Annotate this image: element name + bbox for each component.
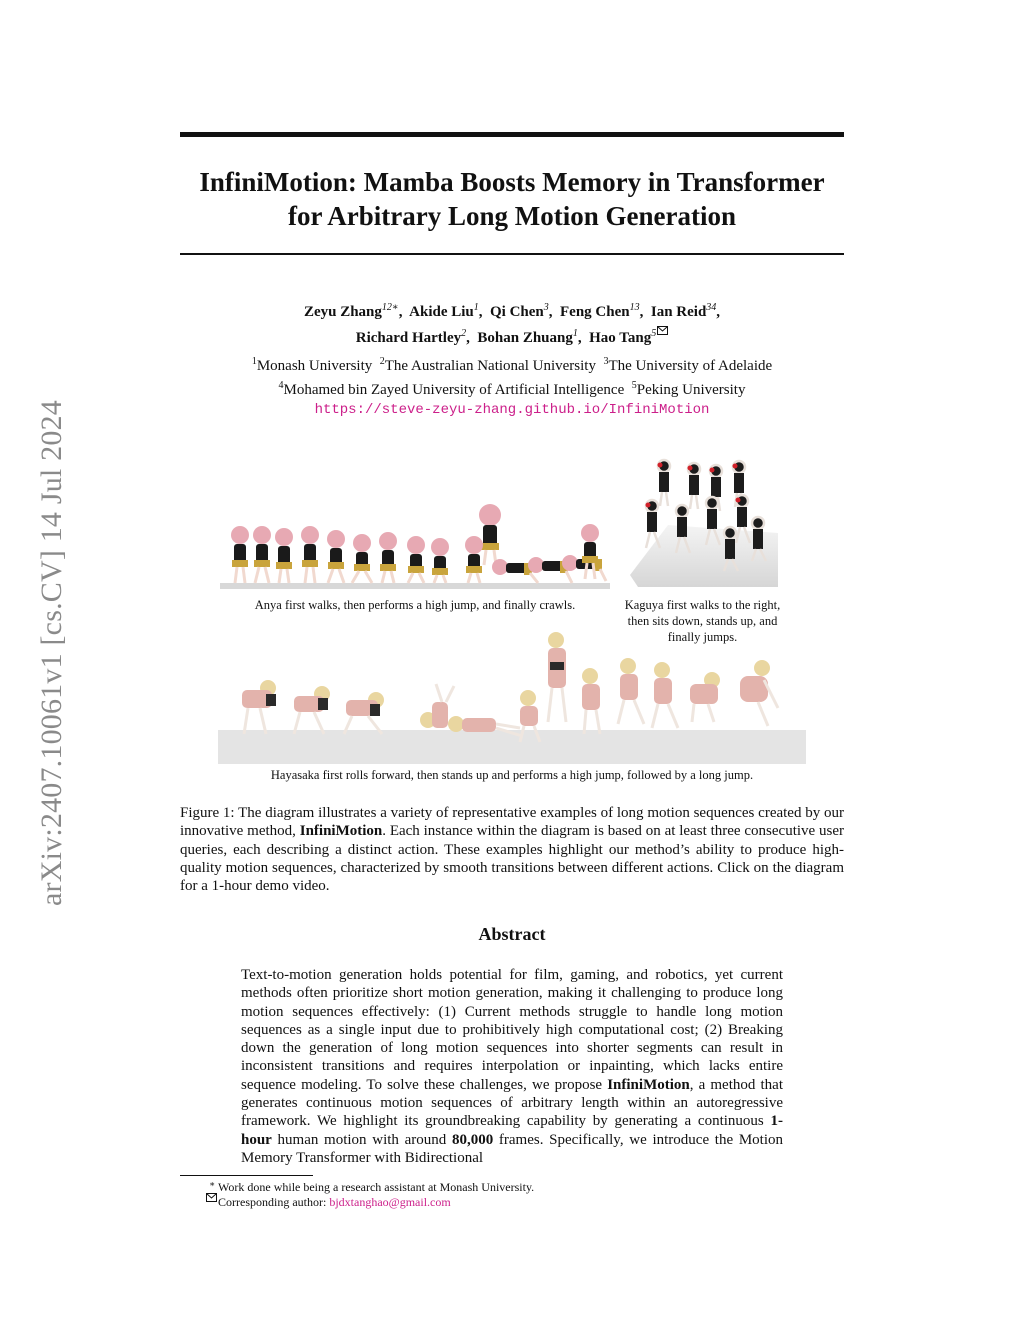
author-list: Zeyu Zhang$^{12∗}$, Akide Liu$^1$, Qi Chen$^3$, Feng Chen$^{13}$, Ian Reid$^{34}$, Richard Hartley$^2$, Bohan Zhuang$^1$, Hao Tang$^5$ — [303, 302, 721, 346]
figure-panel-hayasaka[interactable] — [218, 626, 806, 764]
author: Qi Chen — [490, 304, 544, 320]
author: Feng Chen — [560, 304, 630, 320]
envelope-icon — [657, 326, 668, 335]
author-affil-mark: 5 — [651, 328, 657, 339]
project-url-link[interactable]: https://steve-zeyu-zhang.github.io/InfiniMotion — [314, 402, 710, 418]
author: Bohan Zhuang — [477, 330, 573, 346]
affiliation: Mohamed bin Zayed University of Artificial Intelligence — [283, 382, 625, 398]
title-line-1: InfiniMotion: Mamba Boosts Memory in Transformer — [199, 167, 825, 197]
affiliation: The Australian National University — [384, 358, 596, 374]
figure-caption-anya: Anya first walks, then performs a high jump, and finally crawls. — [254, 598, 576, 612]
author-affil-mark: 2 — [461, 328, 467, 339]
author: Ian Reid — [650, 304, 707, 320]
author-affil-mark: 3 — [543, 302, 549, 313]
figure-caption-hayasaka: Hayasaka first rolls forward, then stands up and performs a high jump, followed by a long jump. — [270, 768, 754, 782]
title-rule-top — [180, 132, 844, 137]
abstract-heading: Abstract — [478, 924, 546, 944]
abstract-body: Text-to-motion generation holds potential for film, gaming, and robotics, yet current methods often prioritize short motion generation, making it challenging to produce long motion sequences effectively: (1) Current methods struggle to handle long motion sequences as a single input due to prohibitively high computational cost; (2) Breaking down the generation of long motion sequences into shorter segments can result in inconsistent transitions and requires interpolation or inpainting, which lacks entire sequence modeling. To solve these challenges, we propose InfiniMotion, a method that generates continuous motion sequences of arbitrary length within an autoregressive framework. We highlight its groundbreaking capability by generating a continuous 1-hour human motion with around 80,000 frames. Specifically, we introduce the Motion Memory Transformer with Bidirectional — [241, 967, 783, 1166]
affiliation: Peking University — [636, 382, 746, 398]
figure-caption-kaguya: Kaguya first walks to the right, then sits down, stands up, and finally jumps. — [624, 598, 781, 644]
corresponding-email-link[interactable]: bjdxtanghao@gmail.com — [329, 1195, 451, 1209]
author-affil-mark: 1 — [572, 328, 578, 339]
figure-1-caption: Figure 1: The diagram illustrates a variety of representative examples of long motion sequences created by our innovative method, InfiniMotion. Each instance within the diagram is based on at least three consecutive user queries, each describing a distinct action. These examples highlight our method’s ability to produce high-quality motion sequences, characterized by smooth transitions between different actions. Click on the diagram for a 1-hour demo video. — [180, 805, 845, 895]
arxiv-side-identifier: arXiv:2407.10061v1 [cs.CV] 14 Jul 2024 — [35, 400, 68, 906]
affiliation: The University of Adelaide — [608, 358, 773, 374]
figure-panel-kaguya[interactable] — [628, 455, 780, 590]
hayasaka-figures — [242, 632, 778, 742]
paper-title — [180, 165, 844, 233]
envelope-icon — [206, 1193, 217, 1202]
affiliations: $^1$Monash University $^2$The Australian National University $^3$The University of Adelaide $^4$Mohamed bin Zayed University of Artificial Intelligence $^5$Peking University — [251, 356, 773, 398]
author: Richard Hartley — [355, 330, 462, 346]
anya-figures — [231, 504, 606, 583]
affiliation: Monash University — [256, 358, 373, 374]
author-affil-mark: 13 — [629, 302, 640, 313]
footnote-work-note: ∗ Work done while being a research assistant at Monash University. — [209, 1179, 535, 1194]
footnote-rule — [180, 1175, 313, 1176]
author-affil-mark: 12∗ — [381, 302, 399, 313]
author: Hao Tang — [589, 330, 652, 346]
figure-panel-anya[interactable] — [220, 475, 610, 590]
footnotes — [209, 1179, 838, 1210]
title-rule-bottom — [180, 253, 844, 255]
author-affil-mark: 34 — [706, 302, 717, 313]
title-line-2: for Arbitrary Long Motion Generation — [288, 201, 736, 231]
author-affil-mark: 1 — [473, 302, 479, 313]
author: Akide Liu — [409, 304, 474, 320]
footnote-corresponding: Corresponding author: bjdxtanghao@gmail.com — [218, 1195, 838, 1210]
author: Zeyu Zhang — [303, 304, 382, 320]
